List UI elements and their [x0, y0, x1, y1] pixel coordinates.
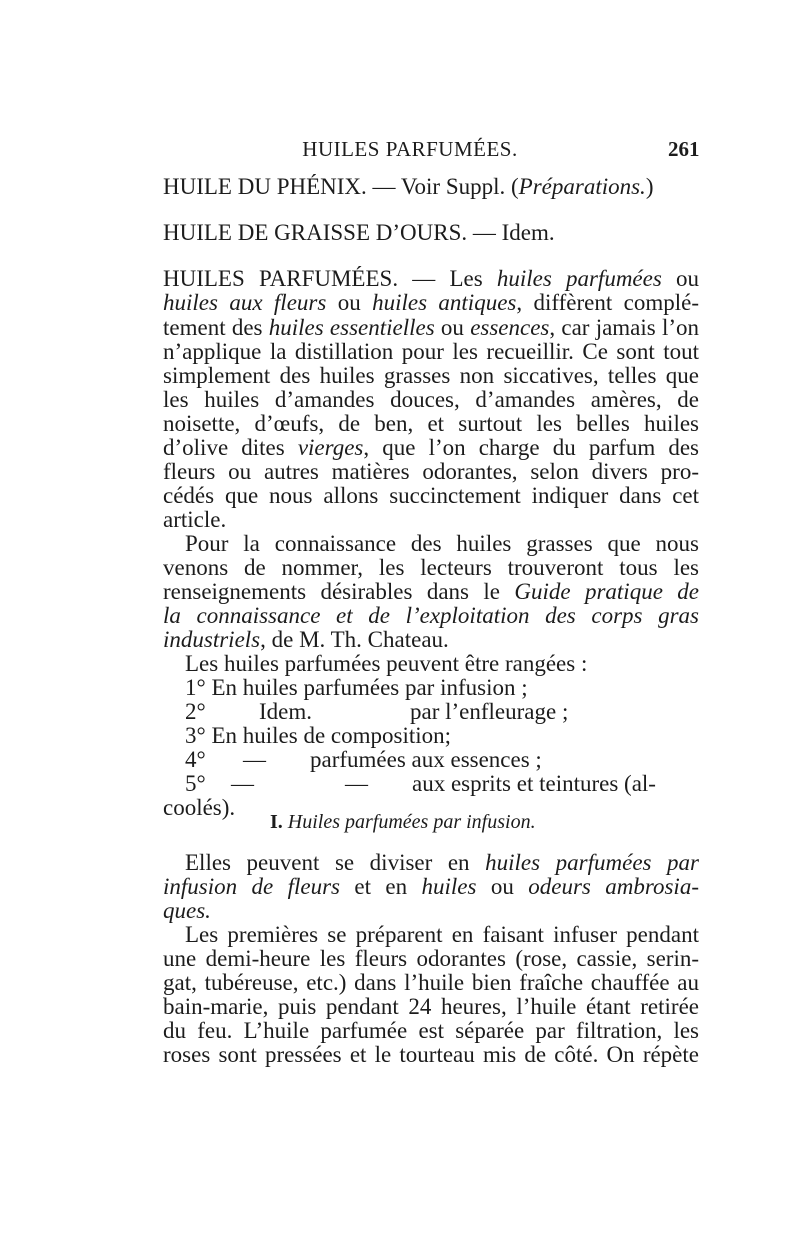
para4-line-2: une demi-heure les fleurs odorantes (rose, cassie, serin- — [163, 946, 699, 971]
para3-italic: infusion de fleurs — [163, 874, 341, 899]
para1-text: , diffèrent complé- — [516, 290, 699, 315]
section-number: I. — [270, 811, 283, 833]
para1-line-6: les huiles d’amandes douces, d’amandes amères, de — [163, 387, 699, 412]
para1-line-5: simplement des huiles grasses non siccatives, telles que — [163, 363, 699, 388]
para1-head: HUILES PARFUMÉES. — [163, 266, 399, 291]
section-heading — [270, 808, 536, 836]
para3-text: ou — [476, 874, 529, 899]
para1-italic: huiles aux fleurs — [163, 290, 327, 315]
list-text: aux esprits et teintures (al- — [412, 771, 656, 796]
list-num: 1° — [185, 675, 206, 700]
para1-text: , que l’on charge du parfum des — [363, 435, 699, 460]
entry-dash: — — [366, 174, 401, 199]
para3-italic: huiles — [421, 874, 477, 899]
para2-text: , de M. Th. Chateau. — [260, 627, 449, 652]
list-text: par l’enfleurage ; — [410, 699, 569, 724]
entry-ref: Préparations. — [518, 174, 646, 199]
para3-italic: odeurs ambrosia- — [528, 874, 699, 899]
para1-text: d’olive dites — [163, 435, 298, 460]
para1-italic: huiles essentielles — [268, 315, 435, 340]
entry-dash: — — [467, 220, 502, 245]
entry-head: HUILE DU PHÉNIX. — [163, 174, 367, 199]
para1-text: Les — [449, 266, 497, 291]
para1-text: ou — [326, 290, 373, 315]
para1-text: ou — [661, 266, 699, 291]
para1-line-10: cédés que nous allons succinctement indiquer dans cet — [163, 483, 699, 508]
para3-text: Elles peuvent se diviser en — [185, 850, 486, 875]
list-dash: — — [231, 771, 254, 796]
page-number: 261 — [668, 137, 700, 161]
para2-line-2: venons de nommer, les lecteurs trouveront tous les — [163, 555, 699, 580]
para3-line-3: ques. — [163, 898, 211, 923]
para2-line-1: Pour la connaissance des huiles grasses que nous — [185, 531, 699, 556]
para3-text: et en — [340, 874, 422, 899]
para2-italic: industriels — [163, 627, 261, 652]
running-head-title: HUILES PARFUMÉES. — [302, 137, 518, 161]
list-text: En huiles parfumées par infusion ; — [211, 675, 528, 700]
list-text: En huiles de composition; — [211, 723, 452, 748]
para3-italic: huiles parfumées par — [485, 850, 699, 875]
para1-dash: — — [398, 266, 450, 291]
list-num: 3° — [185, 723, 206, 748]
para2-text: renseignements désirables dans le — [163, 579, 515, 604]
para1-line-7: noisette, d’œufs, de ben, et surtout les belles huiles — [163, 411, 699, 436]
entry-text: Idem. — [501, 220, 555, 245]
entry-huile-phenix — [163, 172, 699, 202]
para2-line-4: la connaissance et de l’exploitation des corps gras — [163, 603, 699, 628]
list-text: Idem. — [259, 699, 313, 724]
para1-italic: vierges — [297, 435, 364, 460]
entry-graisse-ours — [163, 218, 699, 248]
para1-italic: essences — [470, 315, 550, 340]
entry-text: Voir Suppl. ( — [400, 174, 519, 199]
para1-line-4: n’applique la distillation pour les recueillir. Ce sont tout — [163, 339, 699, 364]
para1-text: ou — [434, 315, 471, 340]
para4-line-4: bain-marie, puis pendant 24 heures, l’huile étant retirée — [163, 994, 699, 1019]
list-num: 4° — [185, 747, 206, 772]
para1-text: , car jamais l’on — [549, 315, 700, 340]
entry-close: ) — [645, 174, 654, 199]
list-end: coolés). — [163, 795, 236, 820]
para1-text: tement des — [163, 315, 269, 340]
para2-italic: Guide pratique de — [514, 579, 699, 604]
para4-line-6: roses sont pressées et le tourteau mis de côté. On répète — [163, 1042, 699, 1067]
para1-italic: huiles parfumées — [496, 266, 662, 291]
list-intro: Les huiles parfumées peuvent être rangées : — [185, 651, 588, 676]
para1-line-9: fleurs ou autres matières odorantes, selon divers pro- — [163, 459, 699, 484]
list-dash: — — [243, 747, 266, 772]
list-dash: — — [345, 771, 368, 796]
para1-line-11: article. — [163, 507, 227, 532]
para4-line-1: Les premières se préparent en faisant infuser pendant — [185, 922, 699, 947]
section-title: Huiles parfumées par infusion. — [287, 811, 536, 833]
running-head — [0, 137, 800, 163]
list-num: 2° — [185, 699, 206, 724]
para4-line-5: du feu. L’huile parfumée est séparée par filtration, les — [163, 1018, 699, 1043]
list-text: parfumées aux essences ; — [310, 747, 542, 772]
list-num: 5° — [185, 771, 206, 796]
para4-line-3: gat, tubéreuse, etc.) dans l’huile bien fraîche chauffée au — [163, 970, 699, 995]
para1-italic: huiles antiques — [372, 290, 517, 315]
entry-head: HUILE DE GRAISSE D’OURS. — [163, 220, 468, 245]
